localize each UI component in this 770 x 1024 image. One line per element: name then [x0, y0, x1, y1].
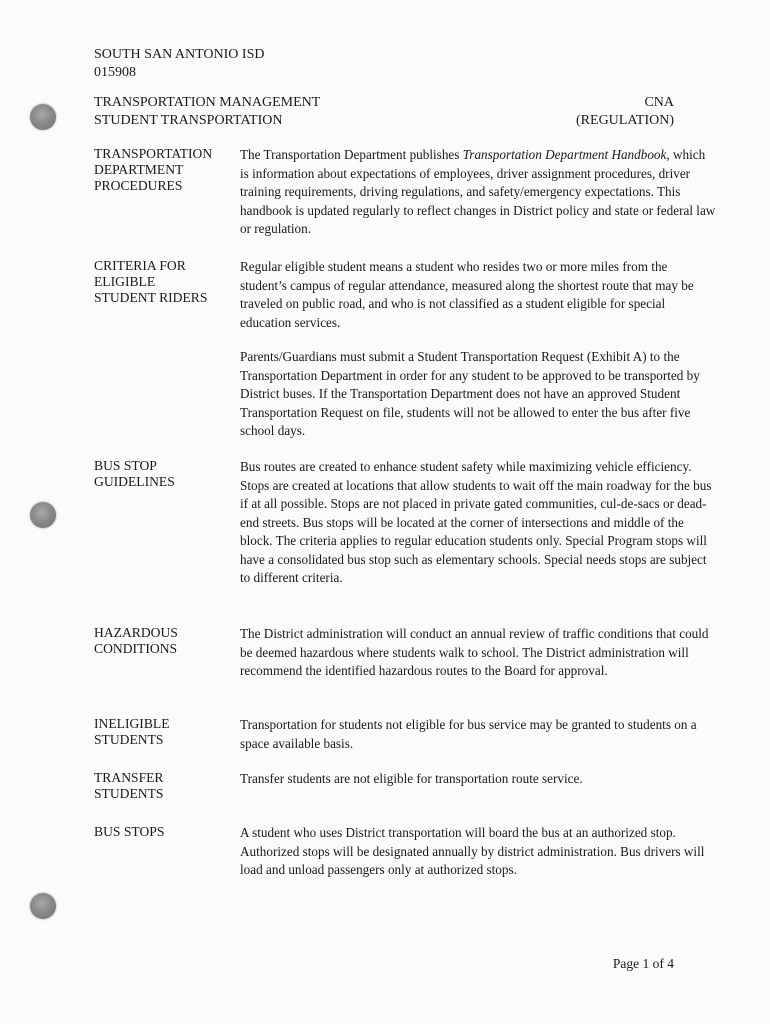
section-label	[94, 258, 234, 306]
section-body	[240, 770, 716, 805]
punch-hole-bottom	[30, 893, 56, 919]
district-block	[94, 46, 264, 82]
section-body	[240, 716, 716, 769]
section-paragraph: A student who uses District transportation will board the bus at an authorized stop. Authorized stops will be designated annually by district administration. Bus drivers will load and unload passengers only at authorized stops.	[240, 825, 705, 877]
section-label	[94, 824, 234, 840]
section-body	[240, 146, 716, 255]
paragraph-text: The Transportation Department publishes	[240, 147, 463, 162]
policy-title-block	[94, 94, 320, 130]
section-label-line: DEPARTMENT	[94, 162, 184, 177]
policy-title-line1: TRANSPORTATION MANAGEMENT	[94, 95, 321, 110]
policy-code-block	[576, 94, 674, 130]
policy-type: (REGULATION)	[576, 113, 674, 128]
section-label-line: INELIGIBLE	[94, 716, 170, 731]
section-paragraph: Parents/Guardians must submit a Student Transportation Request (Exhibit A) to the Transportation Department in order for any student to be approved to be transported by District buses. If the Transportation Department does not have an approved Student Transportation Request on file, students will not be allowed to enter the bus after five school days.	[240, 349, 700, 438]
section-label	[94, 146, 234, 194]
section-label-line: TRANSPORTATION	[94, 146, 213, 161]
punch-hole-middle	[30, 502, 56, 528]
section-paragraph: Regular eligible student means a student who resides two or more miles from the student’s campus of regular attendance, measured along the shortest route that may be traveled on public road, and who is not classified as a student eligible for special education services.	[240, 259, 694, 330]
district-name: SOUTH SAN ANTONIO ISD	[94, 47, 265, 62]
section-label-line: BUS STOP	[94, 458, 157, 473]
section-label-line: STUDENT RIDERS	[94, 290, 208, 305]
policy-code: CNA	[644, 95, 674, 110]
section-label-line: STUDENTS	[94, 732, 164, 747]
handbook-title: Transportation Department Handbook	[462, 147, 667, 162]
section-body	[240, 258, 716, 457]
section-label	[94, 458, 234, 490]
section-label-line: PROCEDURES	[94, 178, 183, 193]
section-label-line: HAZARDOUS	[94, 625, 178, 640]
district-code: 015908	[94, 65, 136, 80]
section-label-line: CRITERIA FOR	[94, 258, 186, 273]
section-body	[240, 625, 716, 697]
section-paragraph: Transportation for students not eligible for bus service may be granted to students on a space available basis.	[240, 717, 697, 751]
section-label-line: BUS STOPS	[94, 824, 165, 839]
section-label	[94, 625, 234, 657]
section-paragraph: The District administration will conduct an annual review of traffic conditions that could be deemed hazardous where students walk to school. The District administration will recommend the identified hazardous routes to the Board for approval.	[240, 626, 709, 678]
section-label-line: CONDITIONS	[94, 641, 178, 656]
section-label	[94, 716, 234, 748]
policy-title-line2: STUDENT TRANSPORTATION	[94, 113, 283, 128]
section-paragraph: Bus routes are created to enhance student safety while maximizing vehicle efficiency. Stops are created at locations that allow students to wait off the main roadway for the bus if at all possible. Stops are not placed in private gated communities, cul-de-sacs or dead-end streets. Bus stops will be located at the corner of intersections and middle of the block. The criteria applies to regular education students only. Special Program stops will have a consolidated bus stop such as elementary schools. Special needs stops are subject to different criteria.	[240, 459, 712, 585]
section-label-line: STUDENTS	[94, 786, 164, 801]
paragraph-text: , which is information about expectations of employees, driver assignment procedures, driver training requirements, driving regulations, and safety/emergency expectations. This handbook is updated regularly to reflect changes in District policy and state or federal law or regulation.	[240, 147, 716, 236]
section-paragraph	[240, 146, 716, 239]
section-body	[240, 458, 716, 604]
section-label-line: GUIDELINES	[94, 474, 175, 489]
section-label-line: TRANSFER	[94, 770, 164, 785]
section-paragraph: Transfer students are not eligible for transportation route service.	[240, 771, 583, 786]
section-label	[94, 770, 234, 802]
punch-hole-top	[30, 104, 56, 130]
section-body	[240, 824, 716, 896]
page-number: Page 1 of 4	[612, 956, 674, 971]
section-label-line: ELIGIBLE	[94, 274, 156, 289]
